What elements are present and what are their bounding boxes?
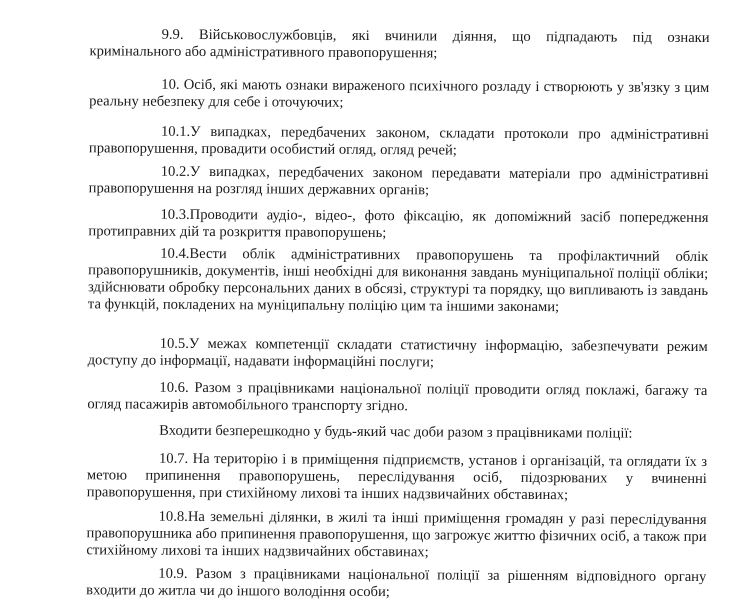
paragraph-10-2: 10.2.У випадках, передбачених законом передавати матеріали про адміністративні правопорушення на розгляд інших державних органів;	[88, 163, 709, 199]
paragraph-10-7: 10.7. На територію і в приміщення підприємств, установ і організацій, та оглядати їх з метою припинення правопорушень, переслідування осіб, підозрюваних у вчиненні правопорушення, при стихійному лихові та інших надзвичайних обставинах;	[86, 450, 708, 504]
paragraph-10-6: 10.6. Разом з працівниками національної поліції проводити огляд поклажі, багажу та огляд пасажирів автомобільного транспорту згідно.	[87, 379, 708, 415]
paragraph-10-1: 10.1.У випадках, передбачених законом, складати протоколи про адміністративні правопорушення, провадити особистий огляд, огляд речей;	[88, 123, 710, 159]
paragraph-10: 10. Осіб, які мають ознаки вираженого психічного розладу і створюють у зв'язку з цим реальну небезпеку для себе і оточуючих;	[89, 76, 710, 111]
paragraph-10-8: 10.8.На земельні ділянки, в жилі та інші приміщення громадян у разі переслідування правопорушника або припинення правопорушення, що загрожує життю фізичних осіб, а також при стихійному лихові та інших надзвичайних обставинах;	[86, 508, 707, 561]
paragraph-10-4: 10.4.Вести облік адміністративних правопорушень та профілактичний облік правопорушників, документів, інші необхідні для виконання завдань муніципальної поліції обліки; здійснювати обробку персональних даних в обсязі, структурі та порядку, що випливають із завдань та функцій, покладених на муніципальну поліцію цим та іншими законами;	[87, 245, 709, 316]
paragraph-10-9: 10.9. Разом з працівниками національної поліції за рішенням відповідного органу входити до житла чи до іншого володіння особи;	[86, 565, 707, 601]
paragraph-10-5: 10.5.У межах компетенції складати статистичну інформацію, забезпечувати режим доступу до інформації, надавати інформаційні послуги;	[87, 335, 708, 371]
paragraph-enter-statement: Входити безперешкодно у будь-який час доби разом з працівниками поліції:	[159, 422, 633, 442]
paragraph-10-3: 10.3.Проводити аудіо-, відео-, фото фіксацію, як допоміжний засіб попередження протиправних дій та розкриття правопорушень;	[88, 206, 709, 242]
paragraph-9-9: 9.9. Військовослужбовців, які вчинили діяння, що підпадають під ознаки кримінального або адміністративного правопорушення;	[89, 26, 710, 62]
